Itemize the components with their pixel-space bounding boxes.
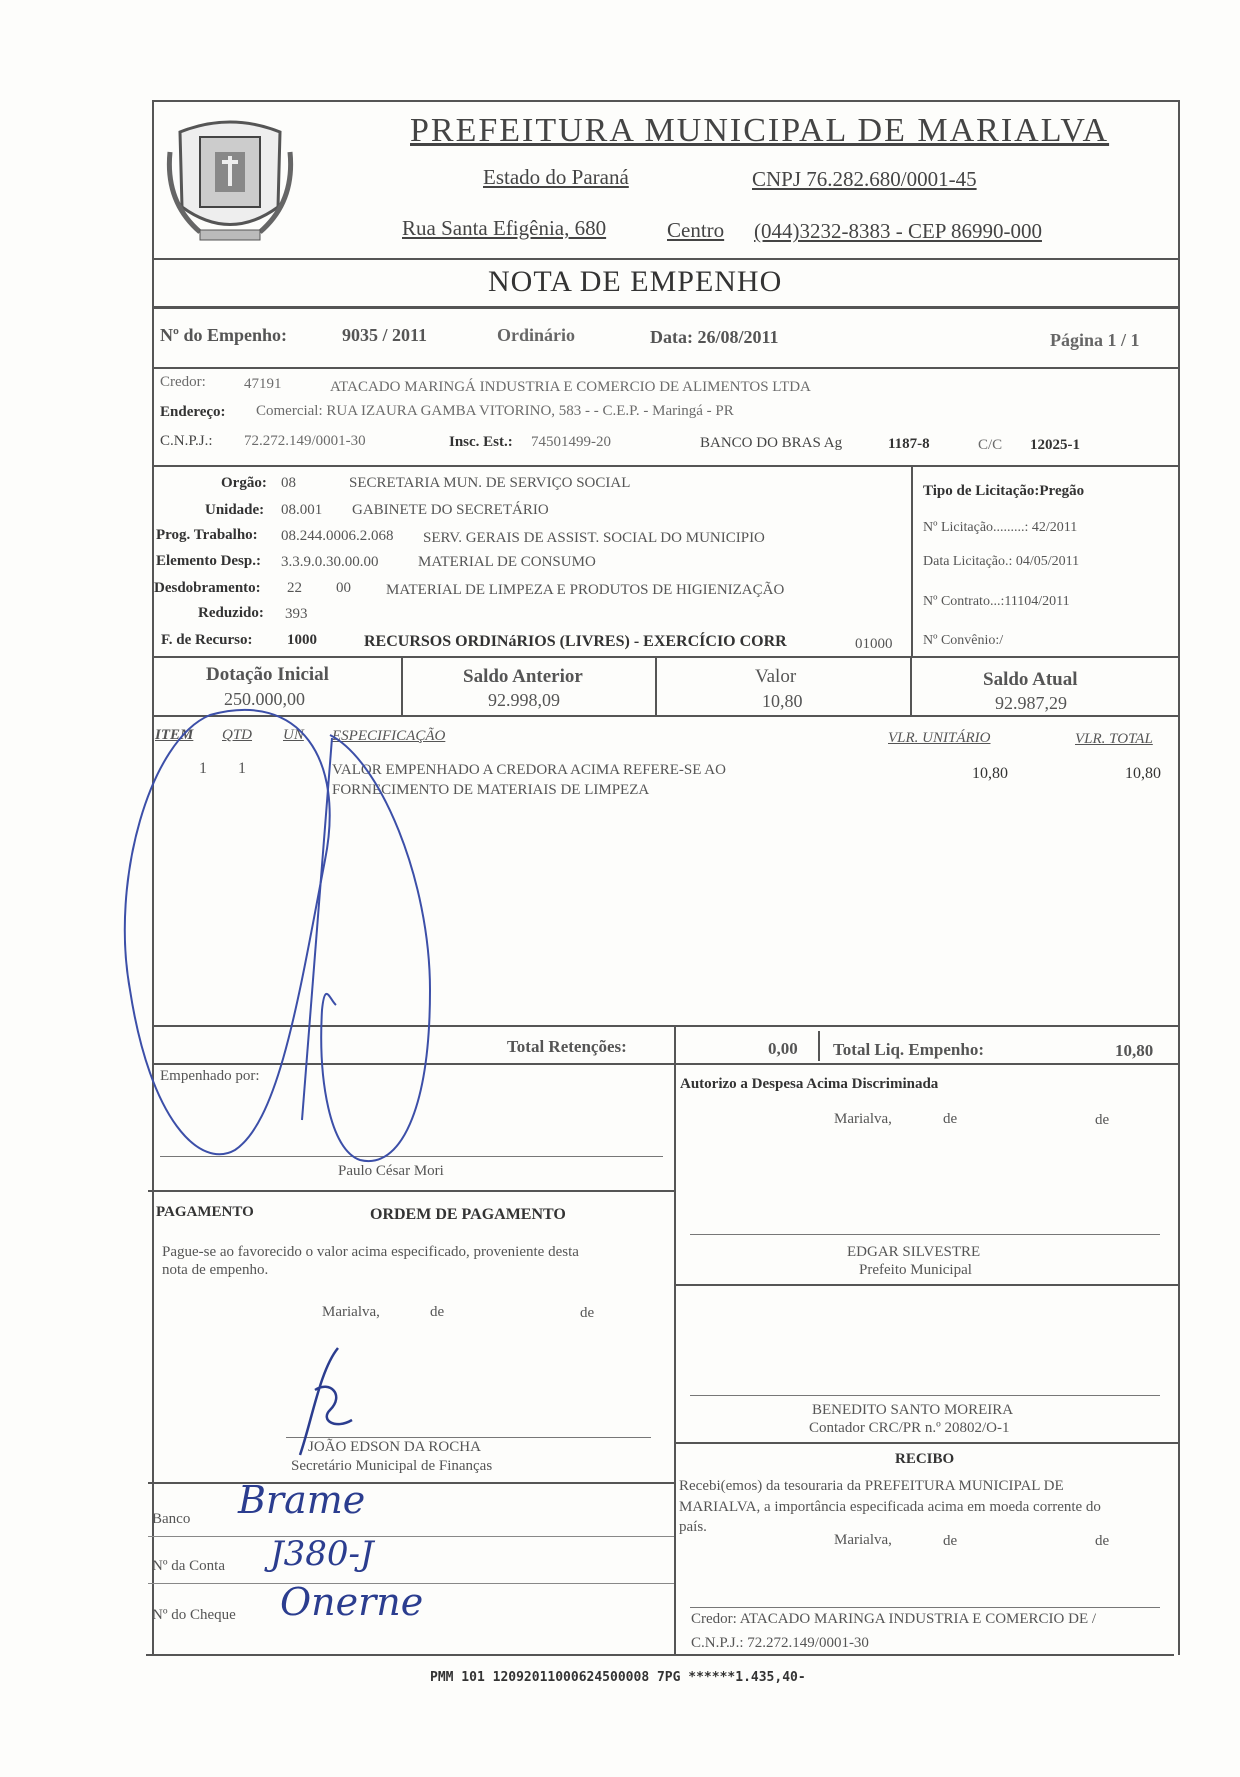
licitacao-numero: Nº Licitação.........: 42/2011 <box>923 520 1078 535</box>
pagamento-marialva: Marialva, <box>322 1304 380 1320</box>
recibo-text-line3: país. <box>679 1519 707 1535</box>
dotacao-label: Dotação Inicial <box>206 664 329 685</box>
item-unit-value: 10,80 <box>972 765 1008 782</box>
item-spec-line2: FORNECIMENTO DE MATERIAIS DE LIMPEZA <box>332 782 650 798</box>
footer-code: PMM 101 12092011000624500008 7PG ******1.435,40- <box>430 1670 806 1685</box>
prog-code: 08.244.0006.2.068 <box>281 528 394 544</box>
recibo-cnpj: C.N.P.J.: 72.272.149/0001-30 <box>691 1635 869 1651</box>
recibo-marialva: Marialva, <box>834 1532 892 1548</box>
retencoes-label: Total Retenções: <box>507 1037 627 1056</box>
dotacao-value: 250.000,00 <box>224 689 305 709</box>
saldo-atual-value: 92.987,29 <box>995 693 1067 713</box>
retencoes-value: 0,00 <box>768 1039 798 1058</box>
licitacao-tipo: Tipo de Licitação:Pregão <box>923 483 1085 499</box>
credor-cnpj-label: C.N.P.J.: <box>160 433 213 449</box>
credor-code: 47191 <box>244 376 282 392</box>
col-un: UN <box>283 727 304 743</box>
prefeito-cargo: Prefeito Municipal <box>859 1262 972 1278</box>
pen-oval-left <box>125 710 330 1154</box>
pagamento-label: PAGAMENTO <box>156 1204 254 1220</box>
conta-value-handwritten: J380-J <box>270 1534 374 1574</box>
empenho-date: Data: 26/08/2011 <box>650 327 779 347</box>
recibo-text-line2: MARIALVA, a importância especificada acima em moeda corrente do <box>679 1499 1101 1515</box>
banco-label: Banco <box>152 1511 191 1527</box>
saldo-anterior-label: Saldo Anterior <box>463 666 583 687</box>
recibo-de2: de <box>1095 1533 1110 1549</box>
cheque-value-handwritten: Onerne <box>280 1580 424 1624</box>
elem-label: Elemento Desp.: <box>156 553 261 569</box>
desd-label: Desdobramento: <box>154 580 261 596</box>
licitacao-data: Data Licitação.: 04/05/2011 <box>923 554 1080 569</box>
item-number: 1 <box>199 760 207 777</box>
liquido-label: Total Liq. Empenho: <box>833 1040 984 1059</box>
state-name: Estado do Paraná <box>483 165 629 189</box>
unidade-code: 08.001 <box>281 502 323 518</box>
credor-cc: 12025-1 <box>1030 437 1080 453</box>
recibo-title: RECIBO <box>895 1451 955 1467</box>
item-qtd: 1 <box>238 760 246 777</box>
desd-name: MATERIAL DE LIMPEZA E PRODUTOS DE HIGIENIZAÇÃO <box>386 582 785 598</box>
city-phone-cep: (044)3232-8383 - CEP 86990-000 <box>754 219 1042 243</box>
empenho-number-label: Nº do Empenho: <box>160 325 287 345</box>
divider <box>153 306 1180 309</box>
empenhado-nome: Paulo César Mori <box>338 1163 444 1179</box>
liquido-value: 10,80 <box>1115 1041 1154 1060</box>
valor-value: 10,80 <box>762 691 803 711</box>
reduzido-label: Reduzido: <box>198 605 264 621</box>
city-district: Centro <box>667 218 725 242</box>
city-address: Rua Santa Efigênia, 680 <box>402 216 607 240</box>
unidade-name: GABINETE DO SECRETÁRIO <box>352 502 549 518</box>
reduzido-value: 393 <box>285 606 308 622</box>
empenho-type: Ordinário <box>497 325 576 345</box>
divider <box>675 1284 1180 1286</box>
divider <box>818 1031 820 1061</box>
prog-label: Prog. Trabalho: <box>156 527 258 543</box>
desd-code: 22 <box>287 580 302 596</box>
credor-cnpj: 72.272.149/0001-30 <box>244 433 366 449</box>
credor-bank: BANCO DO BRAS Ag <box>700 435 843 451</box>
divider <box>153 258 1180 260</box>
fonte-name: RECURSOS ORDINáRIOS (LIVRES) - EXERCÍCIO CORR <box>364 633 787 650</box>
pagamento-de2: de <box>580 1305 595 1321</box>
divider <box>401 657 403 715</box>
pagamento-de1: de <box>430 1304 445 1320</box>
autorizo-de2: de <box>1095 1112 1110 1128</box>
signature-line <box>690 1607 1160 1608</box>
credor-ie-label: Insc. Est.: <box>449 434 513 450</box>
empenho-number: 9035 / 2011 <box>342 325 428 345</box>
contador-nome: BENEDITO SANTO MOREIRA <box>812 1402 1014 1418</box>
divider <box>153 656 1180 658</box>
divider <box>153 1063 1180 1065</box>
licitacao-contrato: Nº Contrato...:11104/2011 <box>923 594 1070 609</box>
recibo-credor: Credor: ATACADO MARINGA INDUSTRIA E COMERCIO DE / <box>691 1611 1097 1627</box>
col-total: VLR. TOTAL <box>1075 731 1153 747</box>
signature-line <box>690 1395 1160 1396</box>
divider <box>148 1536 674 1537</box>
divider <box>674 1027 676 1063</box>
prefeito-nome: EDGAR SILVESTRE <box>847 1244 981 1260</box>
licitacao-convenio: Nº Convênio:/ <box>923 633 1004 648</box>
divider <box>674 1064 676 1654</box>
credor-address-label: Endereço: <box>160 404 226 420</box>
credor-name: ATACADO MARINGÁ INDUSTRIA E COMERCIO DE ALIMENTOS LTDA <box>330 379 811 395</box>
divider <box>153 367 1180 369</box>
unidade-label: Unidade: <box>205 502 265 518</box>
saldo-atual-label: Saldo Atual <box>983 669 1078 690</box>
banco-value-handwritten: Brame <box>238 1478 366 1522</box>
divider <box>655 657 657 715</box>
frame-bottom <box>146 1654 1174 1656</box>
credor-ie: 74501499-20 <box>531 434 611 450</box>
orgao-label: Orgão: <box>221 475 267 491</box>
city-cnpj: CNPJ 76.282.680/0001-45 <box>752 167 977 191</box>
col-spec: ESPECIFICAÇÃO <box>332 728 446 744</box>
item-spec-line1: VALOR EMPENHADO A CREDORA ACIMA REFERE-SE AO <box>332 762 726 778</box>
cheque-label: Nº do Cheque <box>152 1607 236 1623</box>
divider <box>675 1442 1180 1444</box>
pagamento-text-line1: Pague-se ao favorecido o valor acima especificado, proveniente desta <box>162 1244 579 1260</box>
recibo-de1: de <box>943 1533 958 1549</box>
contador-cargo: Contador CRC/PR n.º 20802/O-1 <box>809 1420 1010 1436</box>
divider <box>911 466 913 657</box>
recibo-text-line1: Recebi(emos) da tesouraria da PREFEITURA MUNICIPAL DE <box>679 1478 1064 1494</box>
city-title: PREFEITURA MUNICIPAL DE MARIALVA <box>410 112 1110 149</box>
ordem-pagamento-label: ORDEM DE PAGAMENTO <box>370 1206 566 1223</box>
col-item: ITEM <box>155 727 194 743</box>
fonte-code: 1000 <box>287 632 317 648</box>
frame-top <box>153 100 1180 102</box>
signature-line <box>286 1437 651 1438</box>
page-number: Página 1 / 1 <box>1050 330 1140 350</box>
fonte-label: F. de Recurso: <box>161 632 253 648</box>
col-qtd: QTD <box>222 727 253 743</box>
divider <box>153 715 1180 717</box>
conta-label: Nº da Conta <box>152 1558 225 1574</box>
saldo-anterior-value: 92.998,09 <box>488 690 560 710</box>
divider <box>910 657 912 715</box>
secretario-nome: JOÃO EDSON DA ROCHA <box>308 1439 481 1455</box>
document-title: NOTA DE EMPENHO <box>488 265 783 298</box>
credor-address: Comercial: RUA IZAURA GAMBA VITORINO, 583 - - C.E.P. - Maringá - PR <box>256 403 734 419</box>
signature-line <box>690 1234 1160 1235</box>
pagamento-text-line2: nota de empenho. <box>162 1262 269 1278</box>
credor-label: Credor: <box>160 374 206 390</box>
divider <box>148 1190 674 1192</box>
signature-line <box>160 1156 663 1157</box>
elem-code: 3.3.9.0.30.00.00 <box>281 554 379 570</box>
divider <box>153 465 1180 467</box>
city-coat-of-arms <box>160 112 300 252</box>
secretario-cargo: Secretário Municipal de Finanças <box>291 1458 493 1474</box>
orgao-code: 08 <box>281 475 296 491</box>
desd-code2: 00 <box>336 580 351 596</box>
divider <box>153 1025 1180 1027</box>
col-unit: VLR. UNITÁRIO <box>888 730 991 746</box>
valor-label: Valor <box>755 666 797 687</box>
frame-left <box>152 100 154 1655</box>
item-total-value: 10,80 <box>1125 765 1161 782</box>
frame-right <box>1178 100 1180 1655</box>
credor-agency: 1187-8 <box>888 436 930 452</box>
elem-name: MATERIAL DE CONSUMO <box>418 554 596 570</box>
fonte-code2: 01000 <box>855 636 893 652</box>
prog-name: SERV. GERAIS DE ASSIST. SOCIAL DO MUNICIPIO <box>423 530 765 546</box>
orgao-name: SECRETARIA MUN. DE SERVIÇO SOCIAL <box>349 475 631 491</box>
empenhado-por-label: Empenhado por: <box>160 1068 260 1084</box>
autorizo-label: Autorizo a Despesa Acima Discriminada <box>680 1076 939 1092</box>
credor-cc-label: C/C <box>978 437 1003 453</box>
autorizo-de1: de <box>943 1111 958 1127</box>
divider <box>148 1482 674 1484</box>
autorizo-marialva: Marialva, <box>834 1111 892 1127</box>
